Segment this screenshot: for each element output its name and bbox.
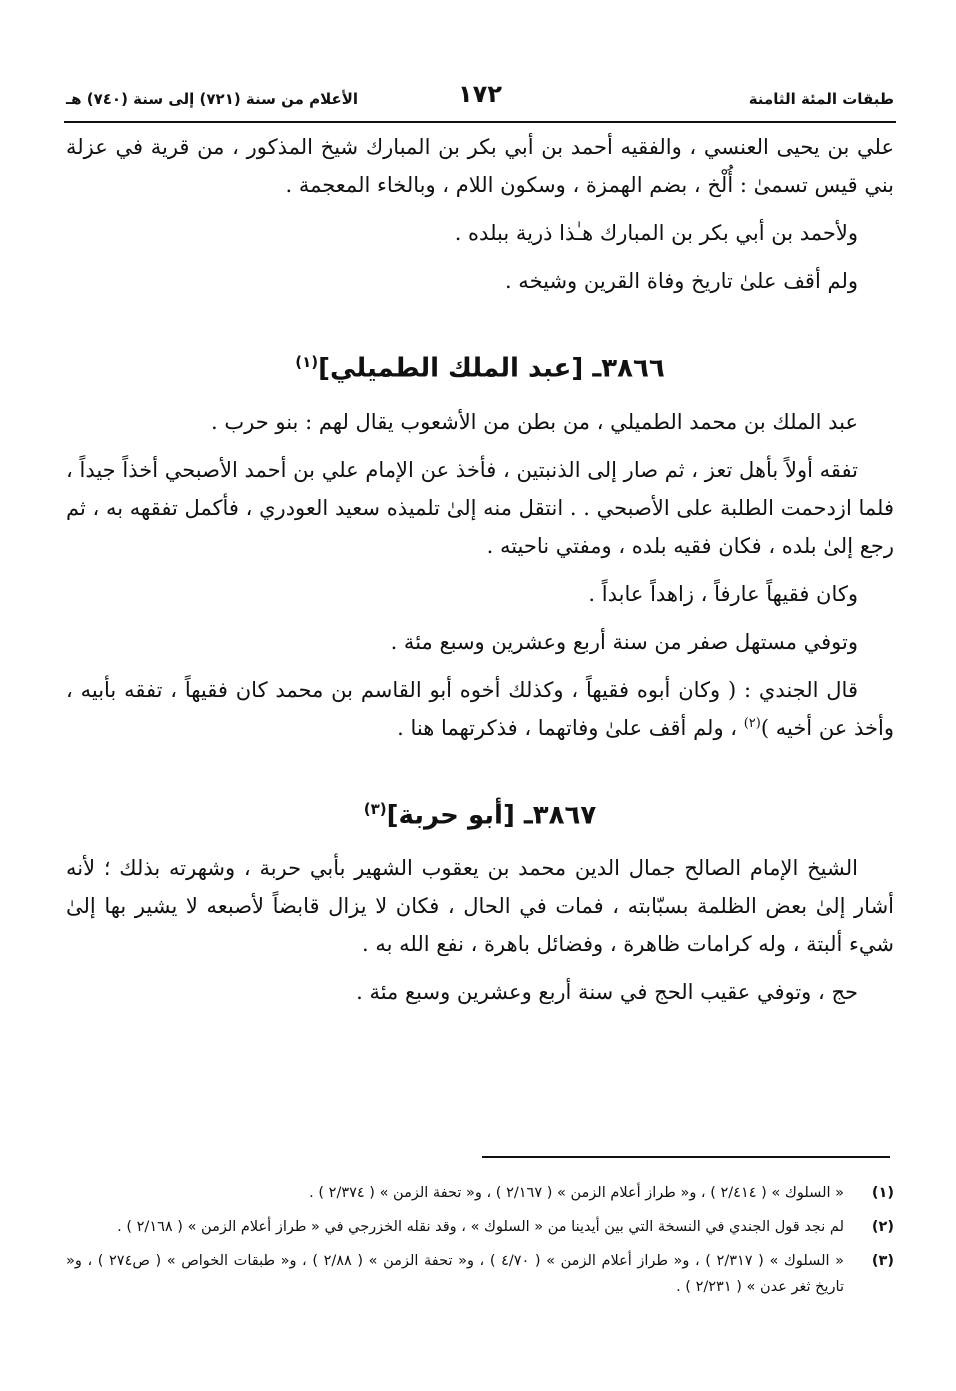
paragraph: علي بن يحيى العنسي ، والفقيه أحمد بن أبي بكر بن المبارك شيخ المذكور ، من قرية في عزلة بني قيس تسمىٰ : أُلْخ ، بضم الهمزة ، وسكون اللام ، وبالخاء المعجمة . xyxy=(66,135,894,197)
running-header xyxy=(66,80,894,116)
footnote-text: « السلوك » ( ٢/٤١٤ ) ، و« طراز أعلام الزمن » ( ٢/١٦٧ ) ، و« تحفة الزمن » ( ٢/٣٧٤ ) . xyxy=(309,1185,844,1201)
footnotes xyxy=(66,1180,894,1308)
footnote-text: « السلوك » ( ٢/٣١٧ ) ، و« طراز أعلام الزمن » ( ٤/٧٠ ) ، و« تحفة الزمن » ( ٢/٨٨ ) ، و« طبقات الخواص » ( ص٢٧٤ ) ، و« تاريخ ثغر عدن » ( ٢/٢٣١ ) . xyxy=(66,1253,844,1295)
page-number: ١٧٢ xyxy=(458,80,502,108)
footnote xyxy=(66,1248,894,1300)
entry-title: ٣٨٦٧ـ [أبو حربة] xyxy=(386,800,597,831)
footnote-text: لم نجد قول الجندي في النسخة التي بين أيدينا من « السلوك » ، وقد نقله الخزرجي في « طراز أعلام الزمن » ( ٢/١٦٨ ) . xyxy=(117,1219,844,1235)
paragraph: عبد الملك بن محمد الطميلي ، من بطن من الأشعوب يقال لهم : بنو حرب . xyxy=(211,409,858,434)
quote-continuation: ، ولم أقف علىٰ وفاتهما ، فذكرتهما هنا . xyxy=(397,715,744,740)
footnote xyxy=(66,1180,894,1206)
footnote-number: (١) xyxy=(871,1185,894,1201)
main-text xyxy=(66,128,894,1021)
footnote-ref: (٣) xyxy=(363,799,387,818)
paragraph: حج ، وتوفي عقيب الحج في سنة أربع وعشرين وسبع مئة . xyxy=(356,980,858,1005)
paragraph xyxy=(66,671,894,747)
entry-heading xyxy=(66,789,894,836)
header-rule xyxy=(64,121,896,123)
footnote xyxy=(66,1214,894,1240)
paragraph: وكان فقيهاً عارفاً ، زاهداً عابداً . xyxy=(588,581,858,606)
footnote-number: (٣) xyxy=(871,1253,894,1269)
paragraph: تفقه أولاً بأهل تعز ، ثم صار إلى الذنبتين ، فأخذ عن الإمام علي بن أحمد الأصبحي أخذاً جيداً ، فلما ازدحمت الطلبة على الأصبحي . . انتقل منه إلىٰ تلميذه سعيد العودري ، فأكمل تفقهه به ، ثم رجع إلىٰ بلده ، فكان فقيه بلده ، ومفتي ناحيته . xyxy=(66,457,894,558)
footnote-ref: (٢) xyxy=(743,715,761,731)
paragraph: الشيخ الإمام الصالح جمال الدين محمد بن يعقوب الشهير بأبي حربة ، وشهرته بذلك ؛ لأنه أشار إلىٰ بعض الظلمة بسبّابته ، فمات في الحال ، فكان لا يزال قابضاً لأصبعه لا يشير بها إلىٰ شيء ألبتة ، وله كرامات ظاهرة ، وفضائل باهرة ، نفع الله به . xyxy=(66,856,894,957)
quote-text: قال الجندي : ( وكان أبوه فقيهاً ، وكذلك أخوه أبو القاسم بن محمد كان فقيهاً ، تفقه بأبيه ، وأخذ عن أخيه ) xyxy=(66,677,894,740)
footnote-separator xyxy=(482,1156,890,1158)
header-range: الأعلام من سنة (٧٢١) إلى سنة (٧٤٠) هـ xyxy=(66,90,359,108)
paragraph: وتوفي مستهل صفر من سنة أربع وعشرين وسبع مئة . xyxy=(390,629,858,654)
entry-heading xyxy=(66,342,894,389)
paragraph: ولأحمد بن أبي بكر بن المبارك هـٰذا ذرية ببلده . xyxy=(454,221,858,245)
header-book-section: طبقات المئة الثامنة xyxy=(748,90,894,108)
paragraph: ولم أقف علىٰ تاريخ وفاة القرين وشيخه . xyxy=(504,269,858,293)
entry-title: ٣٨٦٦ـ [عبد الملك الطميلي] xyxy=(318,353,665,384)
footnote-number: (٢) xyxy=(871,1219,894,1235)
footnote-ref: (١) xyxy=(295,353,319,371)
